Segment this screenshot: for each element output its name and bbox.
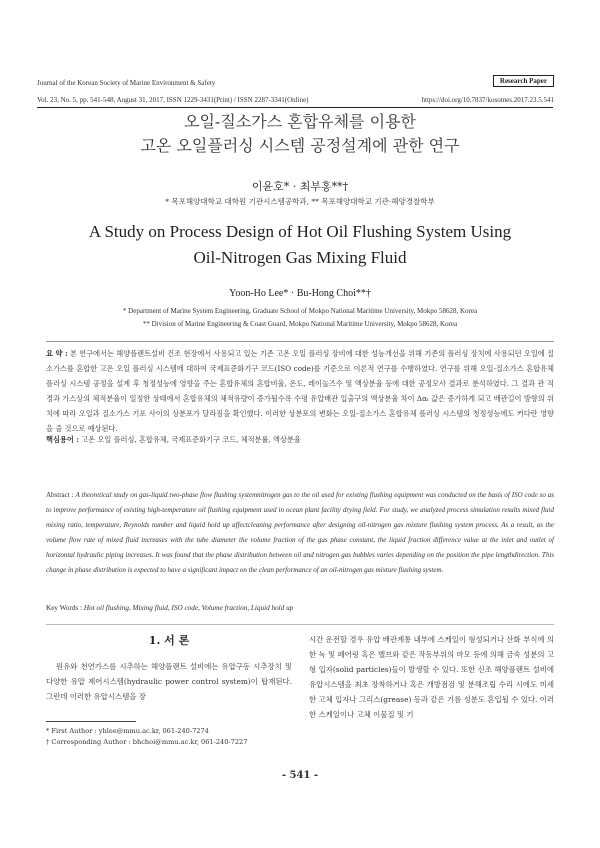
- footnote-rule: [46, 721, 136, 722]
- footnote-corresponding-author: † Corresponding Author : bhchoi@mmu.ac.kr, 061-240-7227: [46, 738, 248, 746]
- footnote-first-author: * First Author : yhlee@mmu.ac.kr, 061-240-7274: [46, 727, 209, 735]
- korean-keywords-label: 핵심용어 :: [46, 435, 79, 444]
- english-title-line-1: A Study on Process Design of Hot Oil Flushing System Using: [88, 222, 512, 241]
- divider: [46, 341, 554, 342]
- english-title-line-2: Oil-Nitrogen Gas Mixing Fluid: [193, 248, 407, 267]
- english-abstract: [46, 488, 554, 578]
- korean-abstract: [46, 346, 554, 436]
- page-number: - 541 -: [281, 770, 319, 781]
- korean-keywords: [46, 435, 554, 445]
- english-keywords-text: Hot oil flushing, Mixing fluid, ISO code, Volume fraction, Liquid hold up: [83, 604, 294, 612]
- korean-affiliation: * 목포해양대학교 대학원 기관시스템공학과, ** 목포해양대학교 기관·해양경찰학부: [165, 197, 435, 206]
- korean-abstract-text: 본 연구에서는 해양플랜트설비 건조 현장에서 사용되고 있는 기존 고온 오일 플러싱 장비에 대한 성능개선을 위해 기존의 플러싱 장치에 사용되던 오일에 질소가스를 혼합한 고온 오일 플러싱 시스템에 대하여 국제표준화기구 코드(ISO code)를 기준으로 이론적 연구를 수행하였다. 연구를 위해 오일-질소가스 혼합유체 플러싱 시스템 공정을 설계 후 청정성능에 영향을 주는 혼합유체의 혼합비율, 온도, 레이놀즈수 및 액상분율 등에 대한 공정모사 결과로 분석하였다. 그 결과 관 직경과 가스상의 체적분율이 일정한 상태에서 혼합유체의 체적유량이 증가될수록 수평 유압배관 입출구의 액상분율 차이 Δαₗ 값은 증가하게 되고 배관길이 방향의 위치에 따라 오일과 질소가스 기포 사이의 상분포가 달라짐을 확인했다. 이러한 상분포의 변화는 오일-질소가스 혼합유체 플러싱 시스템의 청정성능에도 커다란 영향을 줄 것으로 예상된다.: [46, 349, 554, 433]
- korean-keywords-text: 고온 오일 플러싱, 혼합유체, 국제표준화기구 코드, 체적분률, 액상분율: [81, 435, 301, 444]
- english-abstract-text: A theoretical study on gas-liquid two-phase flow flushing systemnitrogen gas to the oil used for existing flushing equipment was conducted on the basis of ISO code so as to improve performance of existing high-temperature oil flushing equipment used in ocean plant facility drying field. For study, we analyzed process simulation results mixed fluid mixing ratio, temperature, Reynolds number and liquid hold up affectcleaning performance after designing oil-nitrogen gas mixture flushing system process. As a result, as the volume flow rate of mixed fluid increases with the tube diameter the volume fraction of the gas phase constant, the liquid fraction difference value at the inlet and outlet of horizontal hydraulic piping increases. It was found that the phase distribution between oil and nitrogen gas bubbles varies depending on the position the pipe lengthdirection. This change in phase distribution is expected to have a significant impact on the clean performance of an oil-nitrogen gas mixture flushing system.: [46, 491, 555, 574]
- korean-abstract-label: 요 약 :: [46, 349, 68, 358]
- korean-title-line-2: 고온 오일플러싱 시스템 공정설계에 관한 연구: [140, 136, 460, 155]
- english-affiliation-line-2: ** Division of Marine Engineering & Coast Guard, Mokpo National Maritime University, Mokpo 58628, Korea: [142, 320, 458, 328]
- english-abstract-label: Abstract :: [46, 491, 74, 499]
- divider: [46, 624, 554, 625]
- research-paper-badge: Research Paper: [493, 75, 554, 87]
- korean-authors: 이윤호* · 최부홍**†: [251, 180, 349, 193]
- header-rule: [37, 107, 553, 108]
- doi-link[interactable]: https://doi.org/10.7837/kosomes.2017.23.5.541: [421, 96, 554, 104]
- volume-info: Vol. 23, No. 5, pp. 541-548, August 31, 2017, ISSN 1229-3431(Print) / ISSN 2287-3341(Online): [37, 96, 309, 104]
- section-heading: 1. 서 론: [148, 634, 190, 647]
- english-keywords: [46, 604, 554, 612]
- journal-name: Journal of the Korean Society of Marine Environment & Safety: [37, 79, 216, 87]
- intro-right-column: 시간 운전할 경우 유압 배관계통 내부에 스케일이 형성되거나 산화 부식에 의한 녹 및 페어링 혹은 밸브와 같은 작동부위의 마모 등에 의해 금속 성분의 고형 입자(solid particles)들이 발생할 수 있다. 또한 신조 해양플랜트 설비에 유압시스템을 최초 장착하거나 혹은 개방점검 및 분해조립 수리 시에도 미세한 고체 입자나 그리스(grease) 등과 같은 기름 성분도 혼입될 수 있다. 이러한 스케일이나 고체 이물질 및 기: [309, 635, 554, 719]
- english-keywords-label: Key Words :: [46, 604, 83, 612]
- english-authors: Yoon-Ho Lee* · Bu-Hong Choi**†: [229, 288, 371, 299]
- intro-left-column: 원유와 천연가스를 시추하는 해양플랜트 설비에는 유압구동 시추장치 및 다양한 유압 제어시스템(hydraulic power control system)이 탑재된다. 그런데 이러한 유압시스템을 장: [46, 662, 292, 701]
- korean-title-line-1: 오일-질소가스 혼합유체를 이용한: [184, 112, 416, 131]
- english-affiliation-line-1: * Department of Marine System Engineering, Graduate School of Mokpo National Maritime University, Mokpo 58628, Korea: [122, 307, 478, 315]
